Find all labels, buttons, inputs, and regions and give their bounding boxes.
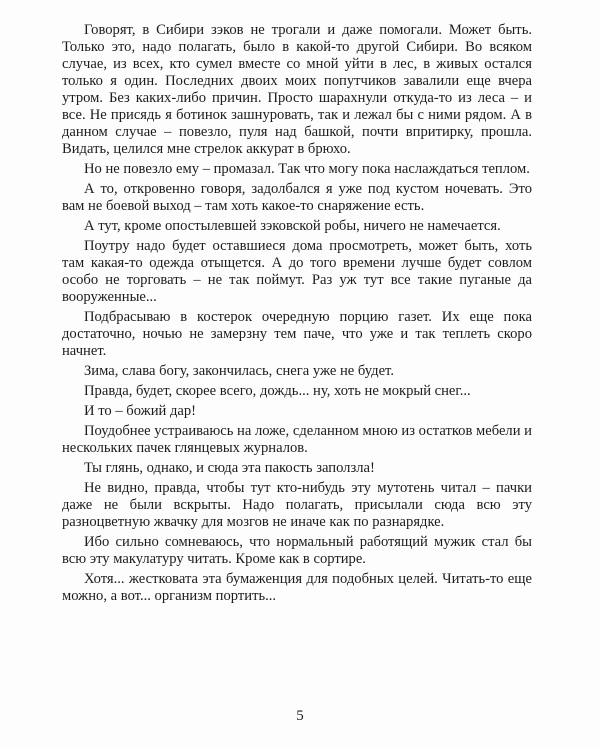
- paragraph: Не видно, правда, чтобы тут кто-нибудь эту мутотень читал – пачки даже не были вскрыты. Надо полагать, присылали сюда всю эту разноцветную жвачку для мозгов не иначе как по разнарядке.: [62, 480, 532, 530]
- paragraph: Хотя... жестковата эта бумаженция для подобных целей. Читать-то еще можно, а вот... организм портить...: [62, 571, 532, 604]
- paragraph: Подбрасываю в костерок очередную порцию газет. Их еще пока достаточно, ночью не замерзну тем паче, что уже и так теплеть скоро начнет.: [62, 309, 532, 359]
- paragraph: И то – божий дар!: [84, 403, 197, 419]
- paragraph: Ты глянь, однако, и сюда эта пакость заползла!: [84, 460, 375, 476]
- page-number: 5: [296, 708, 304, 724]
- paragraph: Поутру надо будет оставшиеся дома просмотреть, может быть, хоть там какая-то одежда отыщется. А до того времени лучше будет совлом особо не торговать – не так поймут. Раз уж тут все такие пуганые да вооруженные...: [62, 238, 532, 305]
- body-text: [62, 22, 532, 608]
- paragraph: Ибо сильно сомневаюсь, что нормальный работящий мужик стал бы всю эту макулатуру читать. Кроме как в сортире.: [62, 534, 532, 567]
- paragraph: А тут, кроме опостылевшей зэковской робы, ничего не намечается.: [84, 218, 501, 234]
- paragraph: Зима, слава богу, закончилась, снега уже не будет.: [84, 363, 394, 379]
- paragraph: Правда, будет, скорее всего, дождь... ну, хоть не мокрый снег...: [84, 383, 471, 399]
- paragraph: Говорят, в Сибири зэков не трогали и даже помогали. Может быть. Только это, надо полагать, было в какой-то другой Сибири. Во всяком случае, из всех, кто сумел вместе со мной уйти в лес, в живых остался только я один. Последних двоих моих попутчиков завалили еще вчера утром. Без каких-либо причин. Просто шарахнули откуда-то из леса – и все. Не присядь я ботинок зашнуровать, так и лежал бы с ними рядом. А в данном случае – повезло, пуля над башкой, почти впритирку, прошла. Видать, целился мне стрелок аккурат в брюхо.: [62, 22, 532, 157]
- paragraph: Но не повезло ему – промазал. Так что могу пока наслаждаться теплом.: [84, 161, 530, 177]
- paragraph: А то, откровенно говоря, задолбался я уже под кустом ночевать. Это вам не боевой выход – там хоть какое-то снаряжение есть.: [62, 181, 532, 214]
- paragraph: Поудобнее устраиваюсь на ложе, сделанном мною из остатков мебели и нескольких пачек глянцевых журналов.: [62, 423, 532, 456]
